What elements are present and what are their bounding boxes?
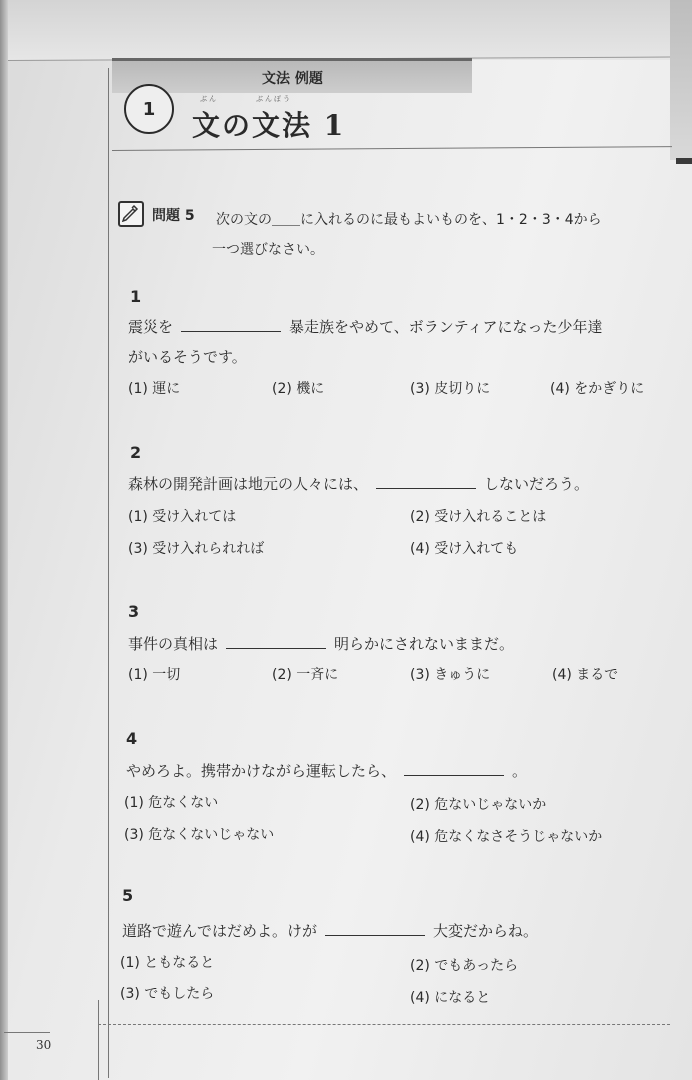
question-text-post: 。 bbox=[512, 762, 528, 780]
option-3: (3) 皮切りに bbox=[410, 381, 491, 397]
question-text-post: 大変だからね。 bbox=[433, 922, 539, 940]
option-4: (4) になると bbox=[410, 990, 491, 1006]
option-2: (2) 一斉に bbox=[272, 667, 339, 683]
instruction-line-2: 一つ選びなさい。 bbox=[212, 242, 324, 258]
option-4: (4) 受け入れても bbox=[410, 541, 519, 557]
page-number-rule bbox=[4, 1032, 50, 1033]
question-number: 1 bbox=[130, 287, 142, 306]
page-number: 30 bbox=[36, 1038, 52, 1052]
task-instruction bbox=[212, 205, 666, 265]
option-3: (3) きゅうに bbox=[410, 667, 491, 683]
question-text bbox=[122, 920, 538, 941]
answer-blank bbox=[181, 319, 281, 332]
ruby-bunpo: ぶんぽう bbox=[256, 95, 292, 103]
option-4: (4) をかぎりに bbox=[550, 381, 645, 397]
question-text-post: 暴走族をやめて、ボランティアになった少年達 bbox=[289, 318, 603, 336]
page-title: 文の文法 1 bbox=[192, 109, 346, 142]
task-label: 問題 5 bbox=[152, 208, 195, 224]
option-4: (4) 危なくなさそうじゃないか bbox=[410, 829, 603, 845]
question-text bbox=[128, 316, 603, 337]
margin-rule bbox=[108, 68, 109, 1078]
title-underline bbox=[112, 146, 672, 151]
answer-blank bbox=[226, 636, 326, 649]
answer-blank bbox=[404, 763, 504, 776]
question-text-post: しないだろう。 bbox=[484, 475, 590, 493]
option-1: (1) ともなると bbox=[120, 955, 215, 971]
question-text-pre: 事件の真相は bbox=[128, 635, 219, 653]
section-label: 文法 例題 bbox=[262, 71, 323, 87]
footer-margin-rule bbox=[98, 1000, 99, 1080]
lesson-number-circle: 1 bbox=[124, 84, 174, 134]
question-text-line2: がいるそうです。 bbox=[128, 348, 247, 366]
option-2: (2) 危ないじゃないか bbox=[410, 797, 547, 813]
answer-blank bbox=[325, 923, 425, 936]
option-3: (3) 危なくないじゃない bbox=[124, 827, 275, 843]
instruction-line-1: 次の文の＿＿に入れるのに最もよいものを、1・2・3・4から bbox=[216, 212, 602, 228]
book-spine bbox=[0, 0, 8, 1080]
option-3: (3) 受け入れられれば bbox=[128, 541, 265, 557]
option-2: (2) でもあったら bbox=[410, 958, 519, 974]
ruby-bun: ぶん bbox=[200, 95, 218, 103]
question-text bbox=[126, 760, 527, 781]
option-2: (2) 受け入れることは bbox=[410, 509, 547, 525]
question-text-pre: 道路で遊んではだめよ。けが bbox=[122, 922, 318, 940]
question-number: 2 bbox=[130, 443, 142, 462]
question-number: 4 bbox=[126, 729, 138, 748]
footer-dashed-rule bbox=[98, 1024, 670, 1025]
option-4: (4) まるで bbox=[552, 667, 619, 683]
option-3: (3) でもしたら bbox=[120, 986, 215, 1002]
option-1: (1) 運に bbox=[128, 381, 181, 397]
option-1: (1) 受け入れては bbox=[128, 509, 237, 525]
question-number: 3 bbox=[128, 602, 140, 621]
next-page-edge bbox=[670, 0, 692, 160]
answer-blank bbox=[376, 476, 476, 489]
question-text bbox=[128, 473, 589, 494]
option-1: (1) 一切 bbox=[128, 667, 181, 683]
question-text-pre: 森林の開発計画は地元の人々には、 bbox=[128, 475, 369, 493]
page-tab-mark bbox=[676, 158, 692, 164]
question-text-post: 明らかにされないままだ。 bbox=[334, 635, 515, 653]
question-text-pre: やめろよ。携帯かけながら運転したら、 bbox=[126, 762, 397, 780]
page-top-edge bbox=[8, 0, 670, 60]
question-number: 5 bbox=[122, 886, 134, 905]
option-2: (2) 機に bbox=[272, 381, 325, 397]
pencil-icon bbox=[118, 201, 144, 227]
question-text bbox=[128, 633, 514, 654]
option-1: (1) 危なくない bbox=[124, 795, 219, 811]
question-text-pre: 震災を bbox=[128, 318, 174, 336]
